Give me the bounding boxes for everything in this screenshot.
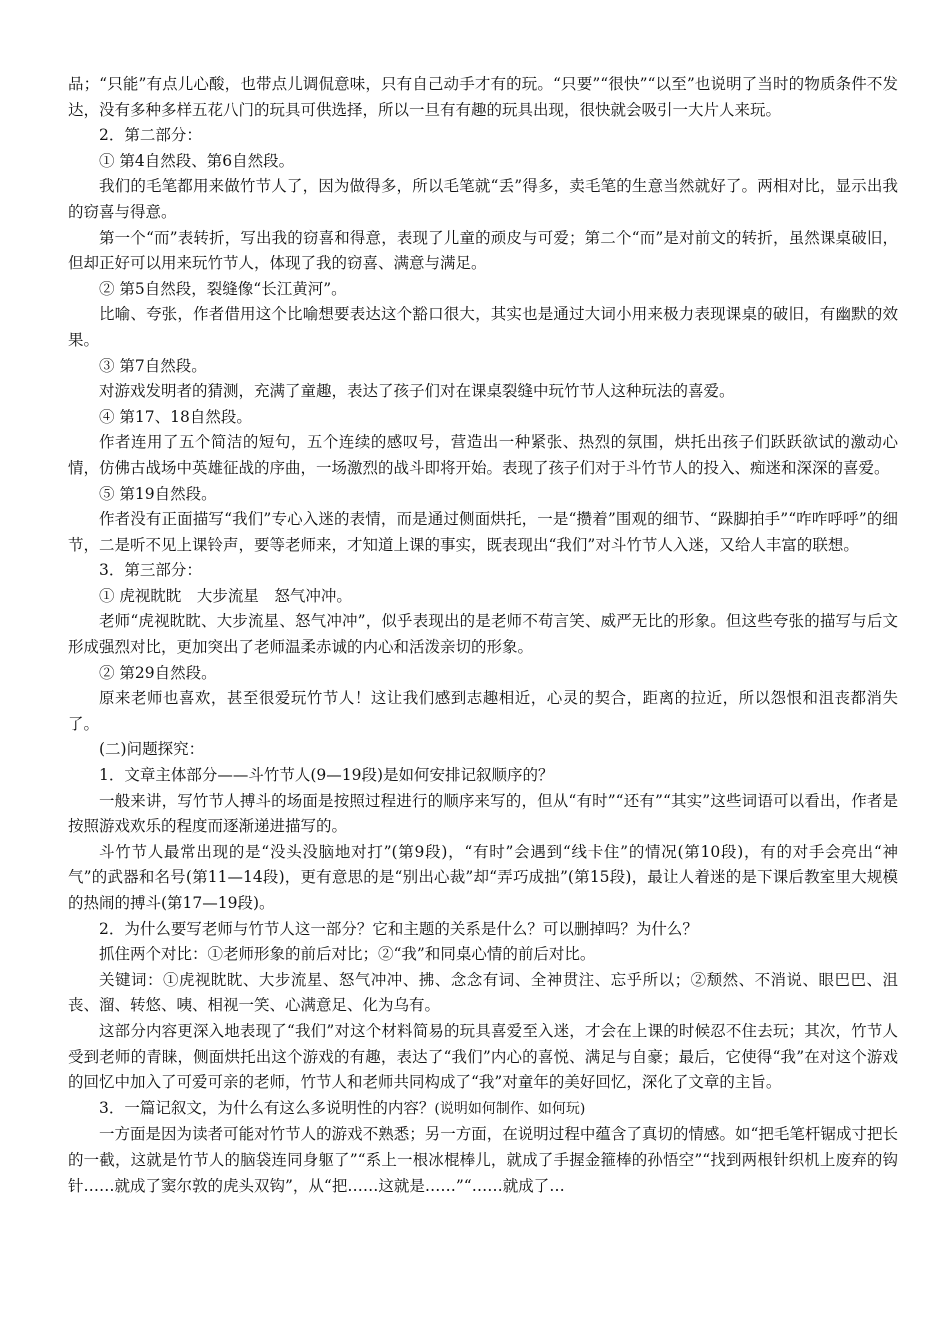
answer-2b: 关键词：①虎视眈眈、大步流星、怒气冲冲、拂、念念有词、全神贯注、忘乎所以；②颓然、不消说、眼巴巴、沮丧、溜、转悠、咦、相视一笑、心满意足、化为乌有。 (68, 970, 898, 1015)
answer-2c: 这部分内容更深入地表现了“我们”对这个材料简易的玩具喜爱至入迷，才会在上课的时候忍不住去玩；其次，竹节人受到老师的青睐，侧面烘托出这个游戏的有趣，表达了“我们”内心的喜悦、满足与自豪；最后，它使得“我”在对这个游戏的回忆中加入了可爱可亲的老师，竹节人和老师共同构成了“我”对童年的美好回忆，深化了文章的主旨。 (68, 1021, 898, 1092)
paragraph-analysis-6: 作者没有正面描写“我们”专心入迷的表情，而是通过侧面烘托，一是“攒着”围观的细节、“跺脚拍手”“咋咋呼呼”的细节，二是听不见上课铃声，要等老师来，才知道上课的事实，既表现出“我们”对斗竹节人入迷，又给人丰富的联想。 (68, 510, 898, 554)
paragraph-analysis-8: 原来老师也喜欢，甚至很爱玩竹节人！这让我们感到志趣相近，心灵的契合，距离的拉近，所以怨恨和沮丧都消失了。 (68, 689, 898, 733)
paragraph-analysis-7: 老师“虎视眈眈、大步流星、怒气冲冲”，似乎表现出的是老师不苟言笑、威严无比的形象。但这些夸张的描写与后文形成强烈对比，更加突出了老师温柔赤诚的内心和活泼亲切的形象。 (68, 612, 898, 657)
list-item-6: ① 虎视眈眈 大步流星 怒气冲冲。 (99, 586, 352, 605)
answer-3: 一方面是因为读者可能对竹节人的游戏不熟悉；另一方面，在说明过程中蕴含了真切的情感。如“把毛笔杆锯成寸把长的一截，这就是竹节人的脑袋连同身躯了”“系上一根冰棍棒儿，就成了手握金箍棒的孙悟空”“找到两根针织机上废弃的钩针……就成了窦尔敦的虎头双钩”，从“把……这就是……”“……就成了… (68, 1125, 898, 1195)
paragraph-analysis-2: 第一个“而”表转折，写出我的窃喜和得意，表现了儿童的顽皮与可爱；第二个“而”是对前文的转折，虽然课桌破旧，但却正好可以用来玩竹节人，体现了我的窃喜、满意与满足。 (68, 228, 898, 273)
answer-2a: 抓住两个对比：①老师形象的前后对比；②“我”和同桌心情的前后对比。 (99, 945, 596, 964)
question-3-text: 3．一篇记叙文，为什么有这么多说明性的内容？ (99, 1098, 435, 1117)
question-2: 2．为什么要写老师与竹节人这一部分？它和主题的关系是什么？可以删掉吗？为什么？ (99, 919, 698, 938)
section-heading-part-two: 2．第二部分： (99, 126, 202, 145)
list-item-4: ④ 第17、18自然段。 (99, 407, 252, 426)
section-heading-questions: (二)问题探究： (99, 740, 205, 759)
paragraph-analysis-4: 对游戏发明者的猜测，充满了童趣，表达了孩子们对在课桌裂缝中玩竹节人这种玩法的喜爱。 (99, 382, 735, 401)
question-3 (68, 1096, 898, 1123)
paragraph-analysis-1: 我们的毛笔都用来做竹节人了，因为做得多，所以毛笔就“丢”得多，卖毛笔的生意当然就好了。两相对比，显示出我的窃喜与得意。 (68, 177, 898, 221)
answer-1a: 一般来讲，写竹节人搏斗的场面是按照过程进行的顺序来写的，但从“有时”“还有”“其实”这些词语可以看出，作者是按照游戏欢乐的程度而逐渐递进描写的。 (68, 791, 898, 836)
question-3-note: (说明如何制作、如何玩) (434, 1100, 586, 1117)
list-item-5: ⑤ 第19自然段。 (99, 484, 217, 503)
section-heading-part-three: 3．第三部分： (99, 561, 202, 580)
paragraph-1: 品；“只能”有点儿心酸，也带点儿调侃意味，只有自己动手才有的玩。“只要”“很快”“以至”也说明了当时的物质条件不发达，没有多种多样五花八门的玩具可供选择，所以一旦有有趣的玩具出现，很快就会吸引一大片人来玩。 (68, 75, 898, 119)
question-1: 1．文章主体部分——斗竹节人(9—19段)是如何安排记叙顺序的？ (99, 766, 554, 785)
document-page (68, 72, 898, 1199)
list-item-2: ② 第5自然段，裂缝像“长江黄河”。 (99, 279, 347, 298)
answer-1b: 斗竹节人最常出现的是“没头没脑地对打”(第9段)，“有时”会遇到“线卡住”的情况(第10段)，有的对手会亮出“神气”的武器和名号(第11—14段)，更有意思的是“别出心裁”却“弄巧成拙”(第15段)，最让人着迷的是下课后教室里大规模的热闹的搏斗(第17—19段)。 (68, 842, 898, 912)
list-item-7: ② 第29自然段。 (99, 663, 217, 682)
list-item-3: ③ 第7自然段。 (99, 356, 207, 375)
list-item-1: ① 第4自然段、第6自然段。 (99, 151, 295, 170)
paragraph-analysis-5: 作者连用了五个简洁的短句，五个连续的感叹号，营造出一种紧张、热烈的氛围，烘托出孩子们跃跃欲试的激动心情，仿佛古战场中英雄征战的序曲，一场激烈的战斗即将开始。表现了孩子们对于斗竹节人的投入、痴迷和深深的喜爱。 (68, 433, 898, 477)
paragraph-analysis-3: 比喻、夸张，作者借用这个比喻想要表达这个豁口很大，其实也是通过大词小用来极力表现课桌的破旧，有幽默的效果。 (68, 305, 898, 349)
